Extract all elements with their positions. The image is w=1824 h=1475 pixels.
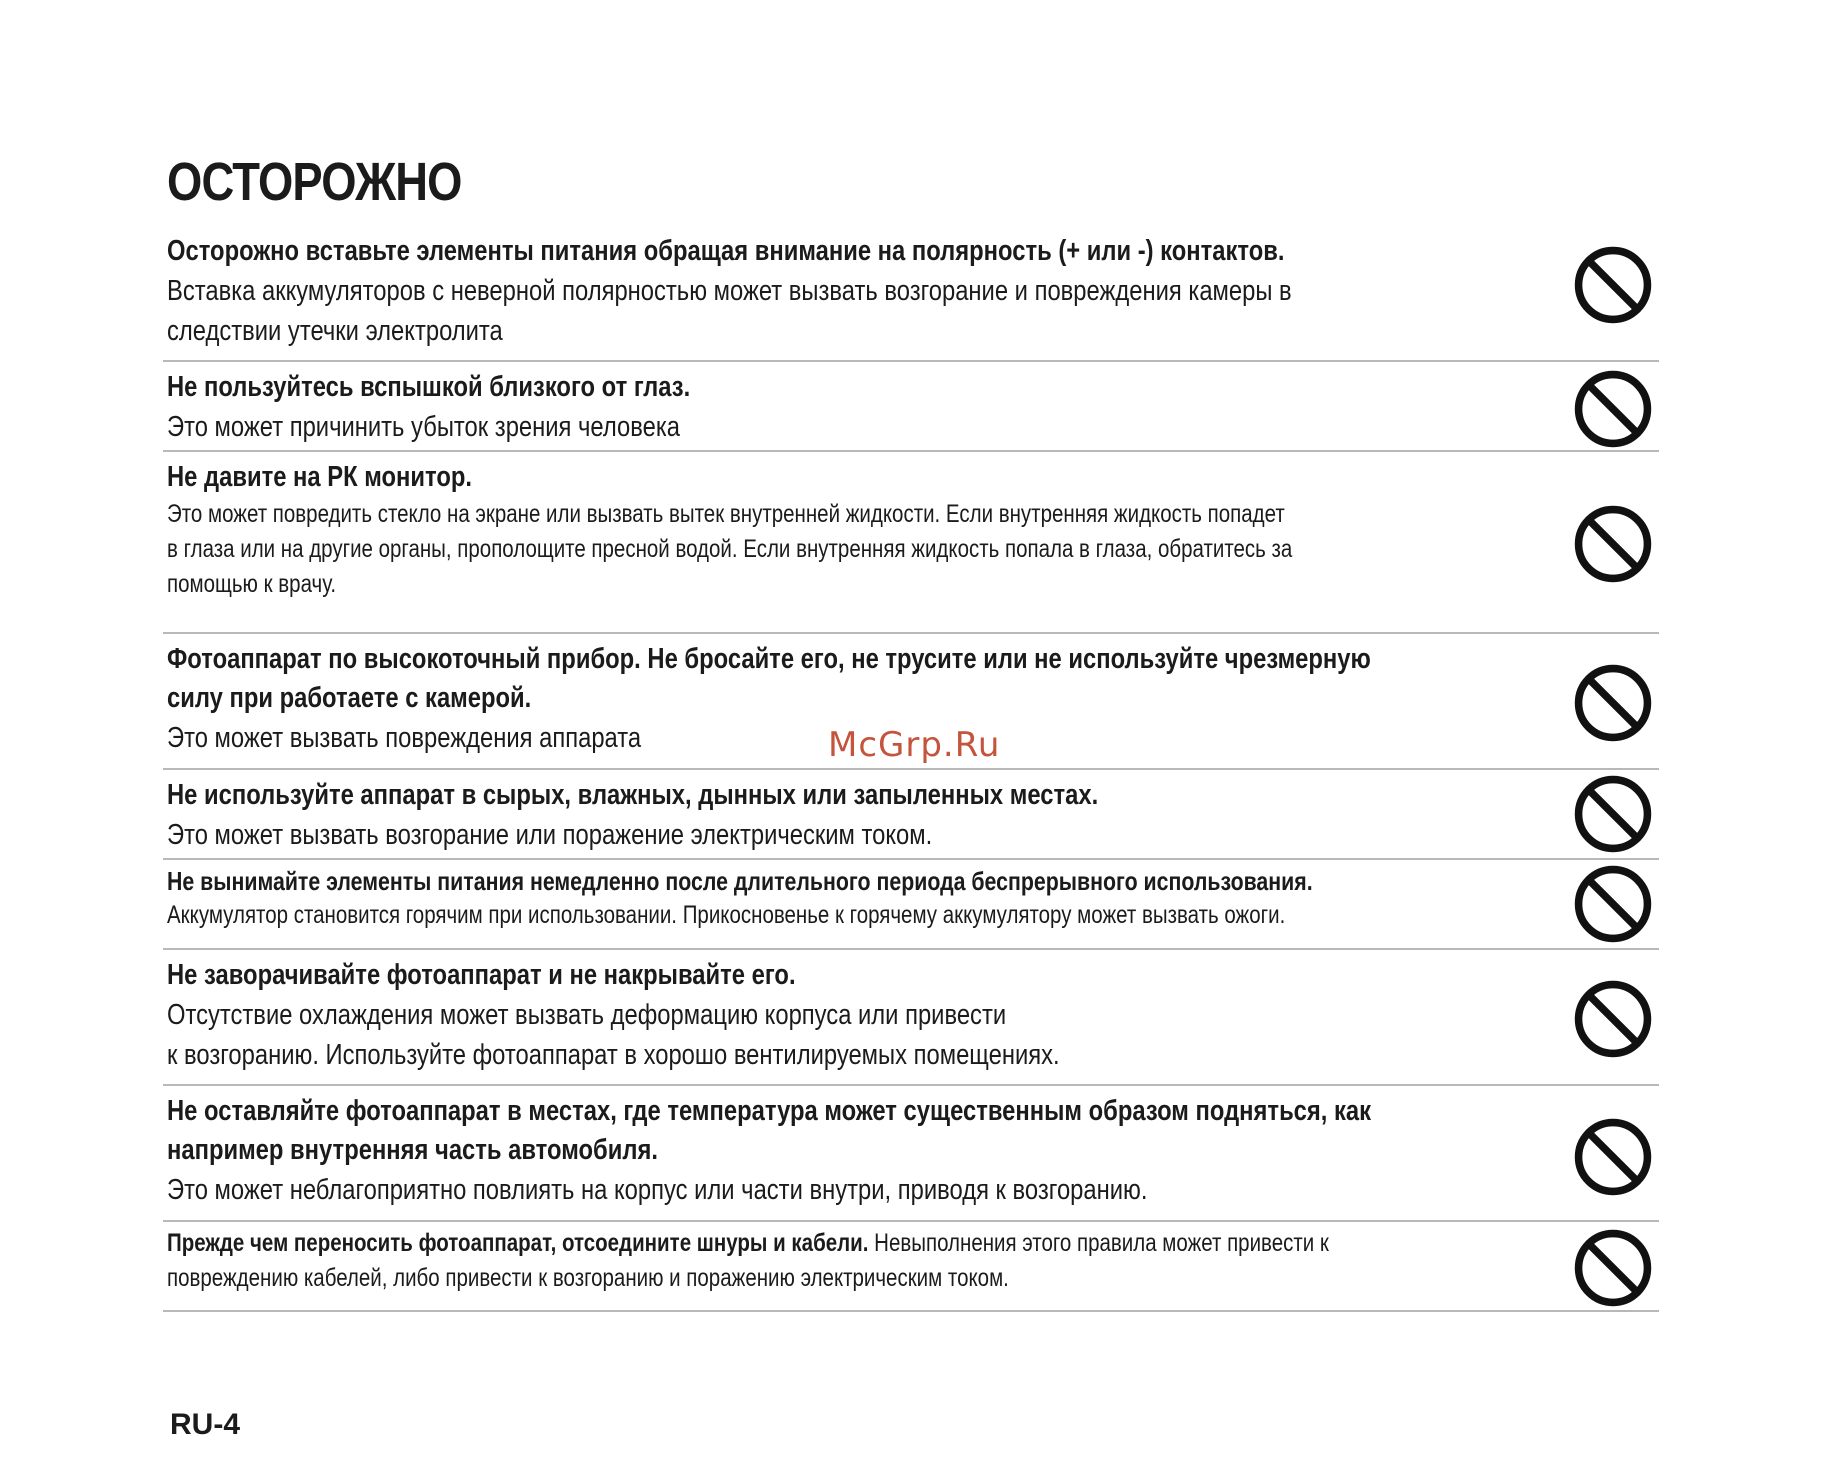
section-body-line: следствии утечки электролита — [167, 315, 503, 347]
prohibition-icon — [1571, 502, 1655, 586]
section-body-line: Это может вызвать повреждения аппарата — [167, 722, 642, 754]
section-text — [167, 1226, 1479, 1296]
page-number: RU-4 — [170, 1408, 241, 1441]
section-body-line: повреждению кабелей, либо привести к возгоранию и поражению электрическим током. — [167, 1264, 1009, 1292]
section-heading: Не пользуйтесь вспышкой близкого от глаз. — [167, 371, 691, 403]
section-text — [167, 864, 1479, 933]
section-body-line — [167, 1226, 1479, 1261]
prohibition-icon — [1571, 1115, 1655, 1199]
section-heading: Не вынимайте элементы питания немедленно после длительного периода беспрерывного использования. — [167, 866, 1313, 896]
section-heading: силу при работаете с камерой. — [167, 682, 532, 714]
prohibition-icon — [1571, 772, 1655, 856]
warning-section-high-temperature — [163, 1086, 1659, 1222]
section-text — [167, 232, 1479, 351]
section-text — [167, 458, 1479, 602]
section-body-line: Это может вызвать возгорание или поражение электрическим током. — [167, 819, 933, 851]
warning-section-do-not-cover — [163, 950, 1659, 1086]
warning-section-disconnect-cables — [163, 1222, 1659, 1312]
page-title: ОСТОРОЖНО — [167, 152, 462, 212]
section-body-line: помощью к врачу. — [167, 570, 337, 598]
prohibition-icon — [1571, 977, 1655, 1061]
section-heading: Не используйте аппарат в сырых, влажных, дынных или запыленных местах. — [167, 779, 1099, 811]
prohibition-icon — [1571, 661, 1655, 745]
section-text — [167, 956, 1479, 1075]
prohibition-icon — [1571, 243, 1655, 327]
section-body-line: к возгоранию. Используйте фотоаппарат в хорошо вентилируемых помещениях. — [167, 1039, 1060, 1071]
section-body-line: Вставка аккумуляторов с неверной полярностью может вызвать возгорание и повреждения камеры в — [167, 275, 1292, 307]
section-text — [167, 640, 1479, 758]
watermark: McGrp.Ru — [828, 725, 1001, 765]
section-body-line: Аккумулятор становится горячим при использовании. Прикосновенье к горячему аккумулятору может вызвать ожоги. — [167, 901, 1286, 929]
warning-section-hot-battery — [163, 860, 1659, 950]
section-body-line: Это может неблагоприятно повлиять на корпус или части внутри, приводя к возгоранию. — [167, 1174, 1148, 1206]
prohibition-icon — [1571, 367, 1655, 451]
section-body-line: в глаза или на другие органы, прополощите пресной водой. Если внутренняя жидкость попала в глаза, обратитесь за — [167, 535, 1293, 563]
section-text — [167, 1092, 1479, 1210]
section-body-line: Отсутствие охлаждения может вызвать деформацию корпуса или привести — [167, 999, 1007, 1031]
section-text — [167, 776, 1479, 855]
section-heading: например внутренняя часть автомобиля. — [167, 1134, 658, 1166]
prohibition-icon — [1571, 862, 1655, 946]
warning-section-flash-eyes — [163, 362, 1659, 452]
prohibition-icon — [1571, 1226, 1655, 1310]
section-heading: Не оставляйте фотоаппарат в местах, где температура может существенным образом подняться, как — [167, 1095, 1372, 1127]
section-heading: Не заворачивайте фотоаппарат и не накрывайте его. — [167, 959, 796, 991]
section-heading: Не давите на РК монитор. — [167, 461, 473, 493]
warning-section-lcd-monitor — [163, 452, 1659, 634]
section-body-inline: Невыполнения этого правила может привести к — [868, 1229, 1329, 1257]
section-body-line: Это может повредить стекло на экране или вызвать вытек внутренней жидкости. Если внутренняя жидкость попадет — [167, 500, 1285, 528]
section-heading-inline: Прежде чем переносить фотоаппарат, отсоедините шнуры и кабели. — [167, 1229, 869, 1257]
section-heading: Фотоаппарат по высокоточный прибор. Не бросайте его, не трусите или не используйте чрезмерную — [167, 643, 1371, 675]
warning-section-humid-places — [163, 770, 1659, 860]
section-heading: Осторожно вставьте элементы питания обращая внимание на полярность (+ или -) контактов. — [167, 235, 1285, 267]
section-text — [167, 368, 1479, 447]
warning-section-battery-polarity — [163, 226, 1659, 362]
section-body-line: Это может причинить убыток зрения человека — [167, 411, 680, 443]
